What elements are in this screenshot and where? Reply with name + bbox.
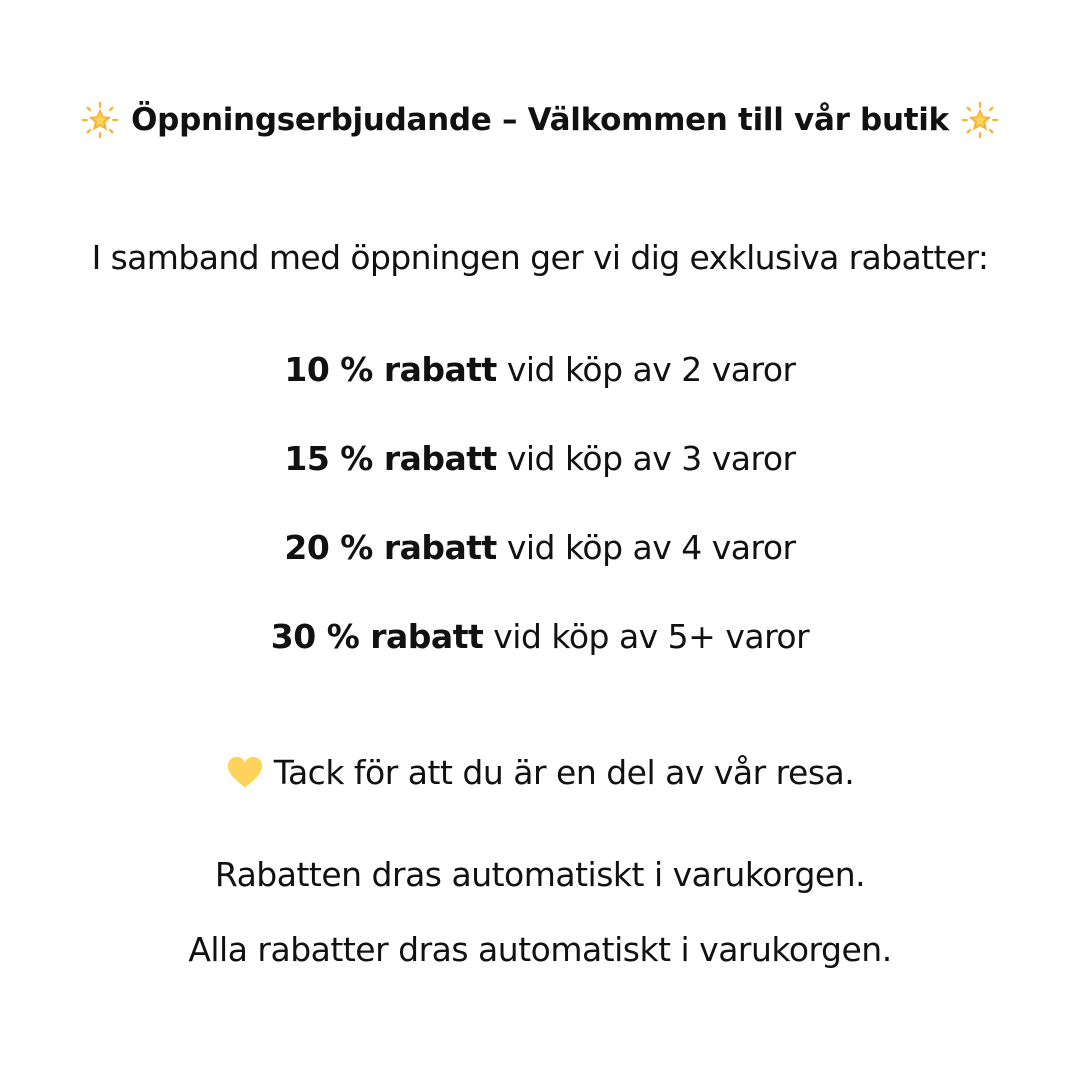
intro-text: I samband med öppningen ger vi dig exklusiva rabatter: (91, 238, 989, 277)
glowing-star-icon (961, 101, 999, 139)
offer-title (0, 96, 1080, 144)
discount-tier (0, 346, 1080, 394)
discount-condition: vid köp av 4 varor (506, 528, 796, 567)
discount-condition: vid köp av 3 varor (506, 439, 796, 478)
thanks-text: Tack för att du är en del av vår resa. (273, 753, 855, 792)
discount-amount: 30 % rabatt (270, 617, 484, 656)
discount-condition: vid köp av 2 varor (506, 350, 796, 389)
discount-amount: 10 % rabatt (284, 350, 497, 389)
thanks-message (0, 749, 1080, 797)
discount-tier (0, 613, 1080, 661)
discount-condition: vid köp av 5+ varor (493, 617, 810, 656)
yellow-heart-icon (226, 754, 264, 792)
discount-amount: 15 % rabatt (284, 439, 497, 478)
offer-title-text: Öppningserbjudande – Välkommen till vår butik (131, 102, 949, 138)
discount-tier (0, 435, 1080, 483)
discount-note: Rabatten dras automatiskt i varukorgen. (214, 855, 866, 894)
discount-amount: 20 % rabatt (284, 528, 497, 567)
discount-tier (0, 524, 1080, 572)
discount-note: Alla rabatter dras automatiskt i varukorgen. (188, 930, 892, 969)
glowing-star-icon (81, 101, 119, 139)
